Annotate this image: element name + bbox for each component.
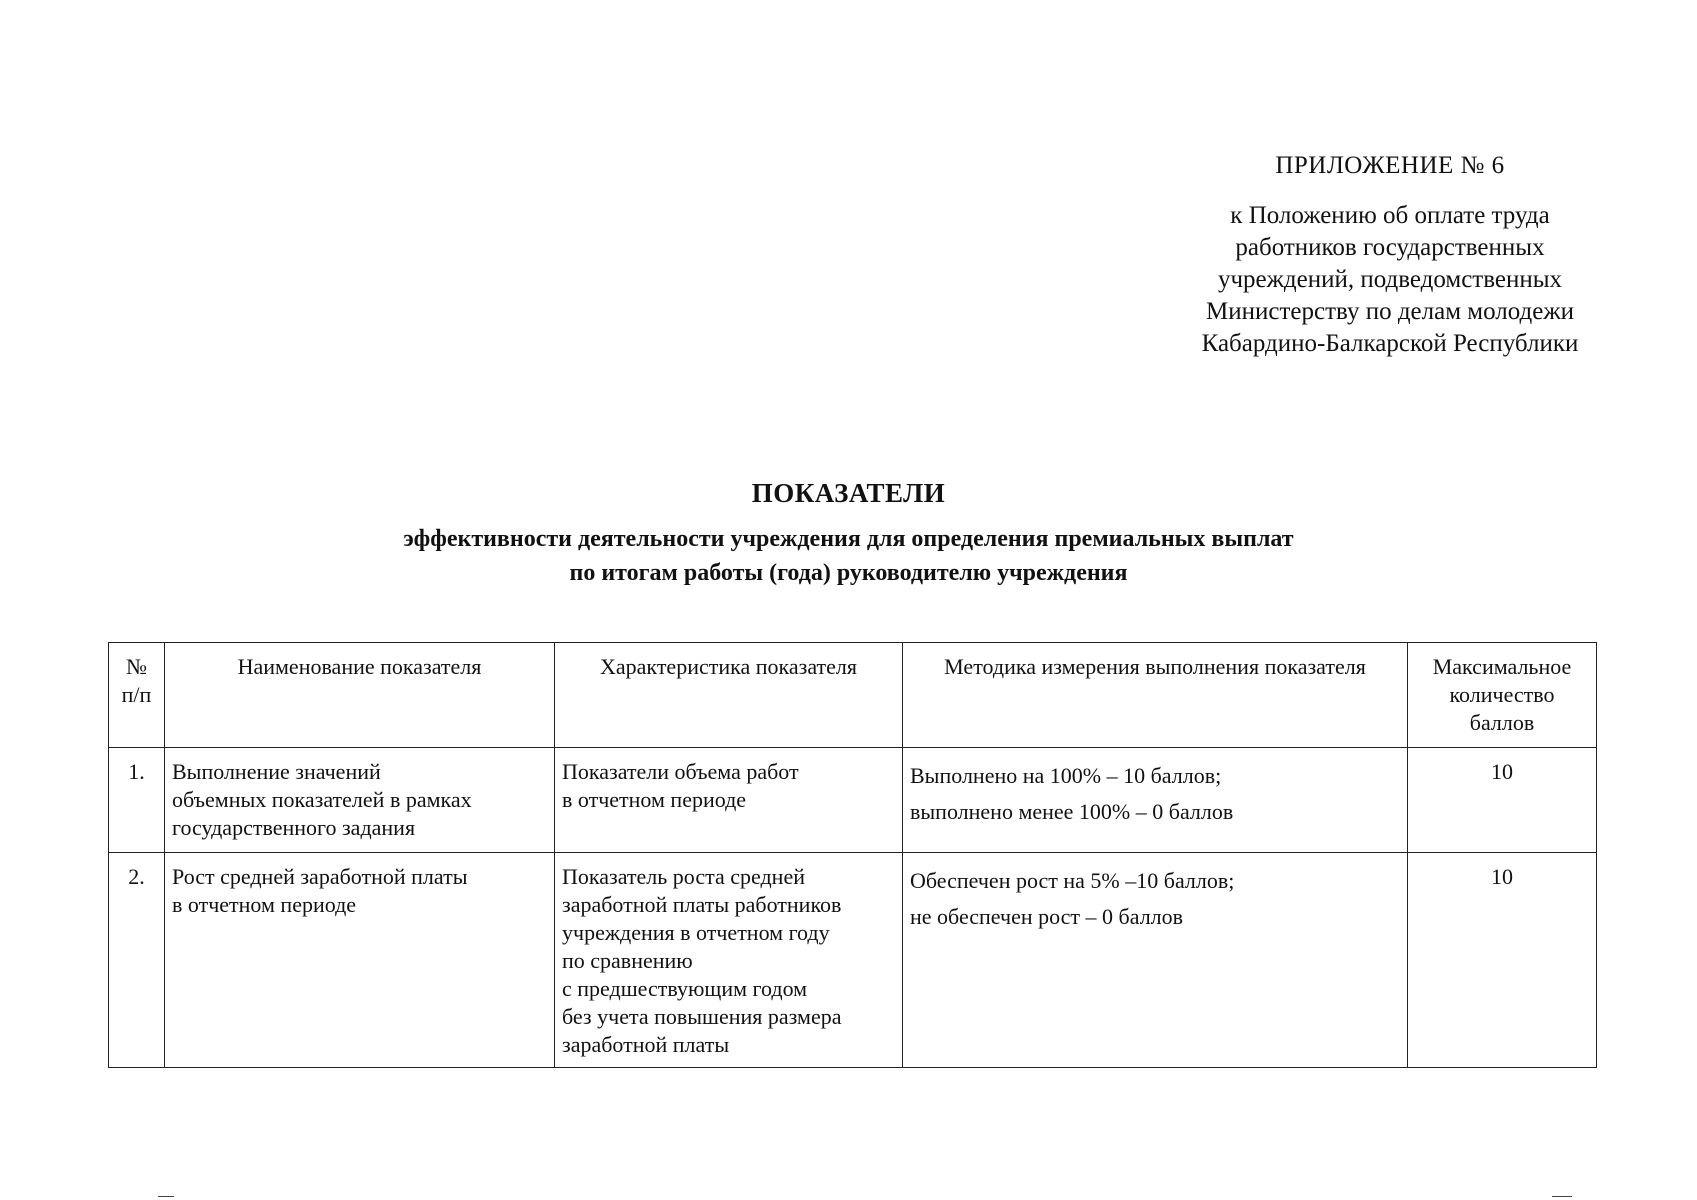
appendix-line: работников государственных (1235, 234, 1545, 261)
row-characteristic-line: заработной платы (562, 1032, 730, 1057)
row-method-line: не обеспечен рост – 0 баллов (910, 904, 1184, 929)
row-characteristic-line: заработной платы работников (562, 892, 842, 917)
document-subtitle-line: по итогам работы (года) руководителю учреждения (569, 560, 1128, 586)
header-method: Методика измерения выполнения показателя (903, 643, 1408, 748)
row-method-line: выполнено менее 100% – 0 баллов (910, 799, 1234, 824)
scan-artifact-mark (1552, 1196, 1572, 1197)
row-characteristic (555, 748, 903, 853)
appendix-line: Министерству по делам молодежи (1205, 298, 1574, 325)
indicators-table (108, 642, 1597, 1068)
table-row (109, 748, 1597, 853)
row-name-line: Выполнение значений (172, 759, 381, 784)
header-max-line: баллов (1469, 710, 1535, 735)
row-method (903, 748, 1408, 853)
header-name: Наименование показателя (165, 643, 555, 748)
scan-artifact-mark (158, 1196, 174, 1197)
table-row (109, 853, 1597, 1068)
row-characteristic-line: Показатель роста средней (562, 864, 805, 889)
row-name-line: в отчетном периоде (172, 892, 357, 917)
document-title: ПОКАЗАТЕЛИ (751, 478, 946, 508)
row-max-points: 10 (1408, 748, 1597, 853)
row-characteristic-line: учреждения в отчетном году (562, 920, 830, 945)
appendix-header (1100, 150, 1680, 360)
row-name-line: Рост средней заработной платы (172, 864, 468, 889)
row-num: 1. (109, 748, 165, 853)
row-method-line: Обеспечен рост на 5% –10 баллов; (910, 868, 1235, 893)
table-header-row (109, 643, 1597, 748)
appendix-line: учреждений, подведомственных (1217, 266, 1563, 293)
header-max-points (1408, 643, 1597, 748)
document-title-block (0, 476, 1697, 590)
header-num-line: № (126, 654, 147, 679)
header-max-line: Максимальное (1432, 654, 1572, 679)
row-max-points: 10 (1408, 853, 1597, 1068)
row-characteristic-line: по сравнению (562, 948, 693, 973)
row-characteristic-line: без учета повышения размера (562, 1004, 842, 1029)
header-characteristic: Характеристика показателя (555, 643, 903, 748)
row-characteristic (555, 853, 903, 1068)
row-characteristic-line: в отчетном периоде (562, 787, 747, 812)
row-num: 2. (109, 853, 165, 1068)
header-num-line: п/п (121, 682, 152, 707)
document-subtitle-line: эффективности деятельности учреждения для определения премиальных выплат (403, 526, 1294, 552)
row-characteristic-line: Показатели объема работ (562, 759, 799, 784)
row-name-line: объемных показателей в рамках (172, 787, 472, 812)
appendix-title: ПРИЛОЖЕНИЕ № 6 (1275, 152, 1505, 179)
header-max-line: количество (1449, 682, 1555, 707)
header-num (109, 643, 165, 748)
row-name (165, 748, 555, 853)
row-name (165, 853, 555, 1068)
row-method-line: Выполнено на 100% – 10 баллов; (910, 763, 1222, 788)
row-method (903, 853, 1408, 1068)
appendix-line: Кабардино-Балкарской Республики (1201, 330, 1579, 357)
row-name-line: государственного задания (172, 815, 416, 840)
row-characteristic-line: с предшествующим годом (562, 976, 808, 1001)
appendix-line: к Положению об оплате труда (1230, 202, 1550, 229)
